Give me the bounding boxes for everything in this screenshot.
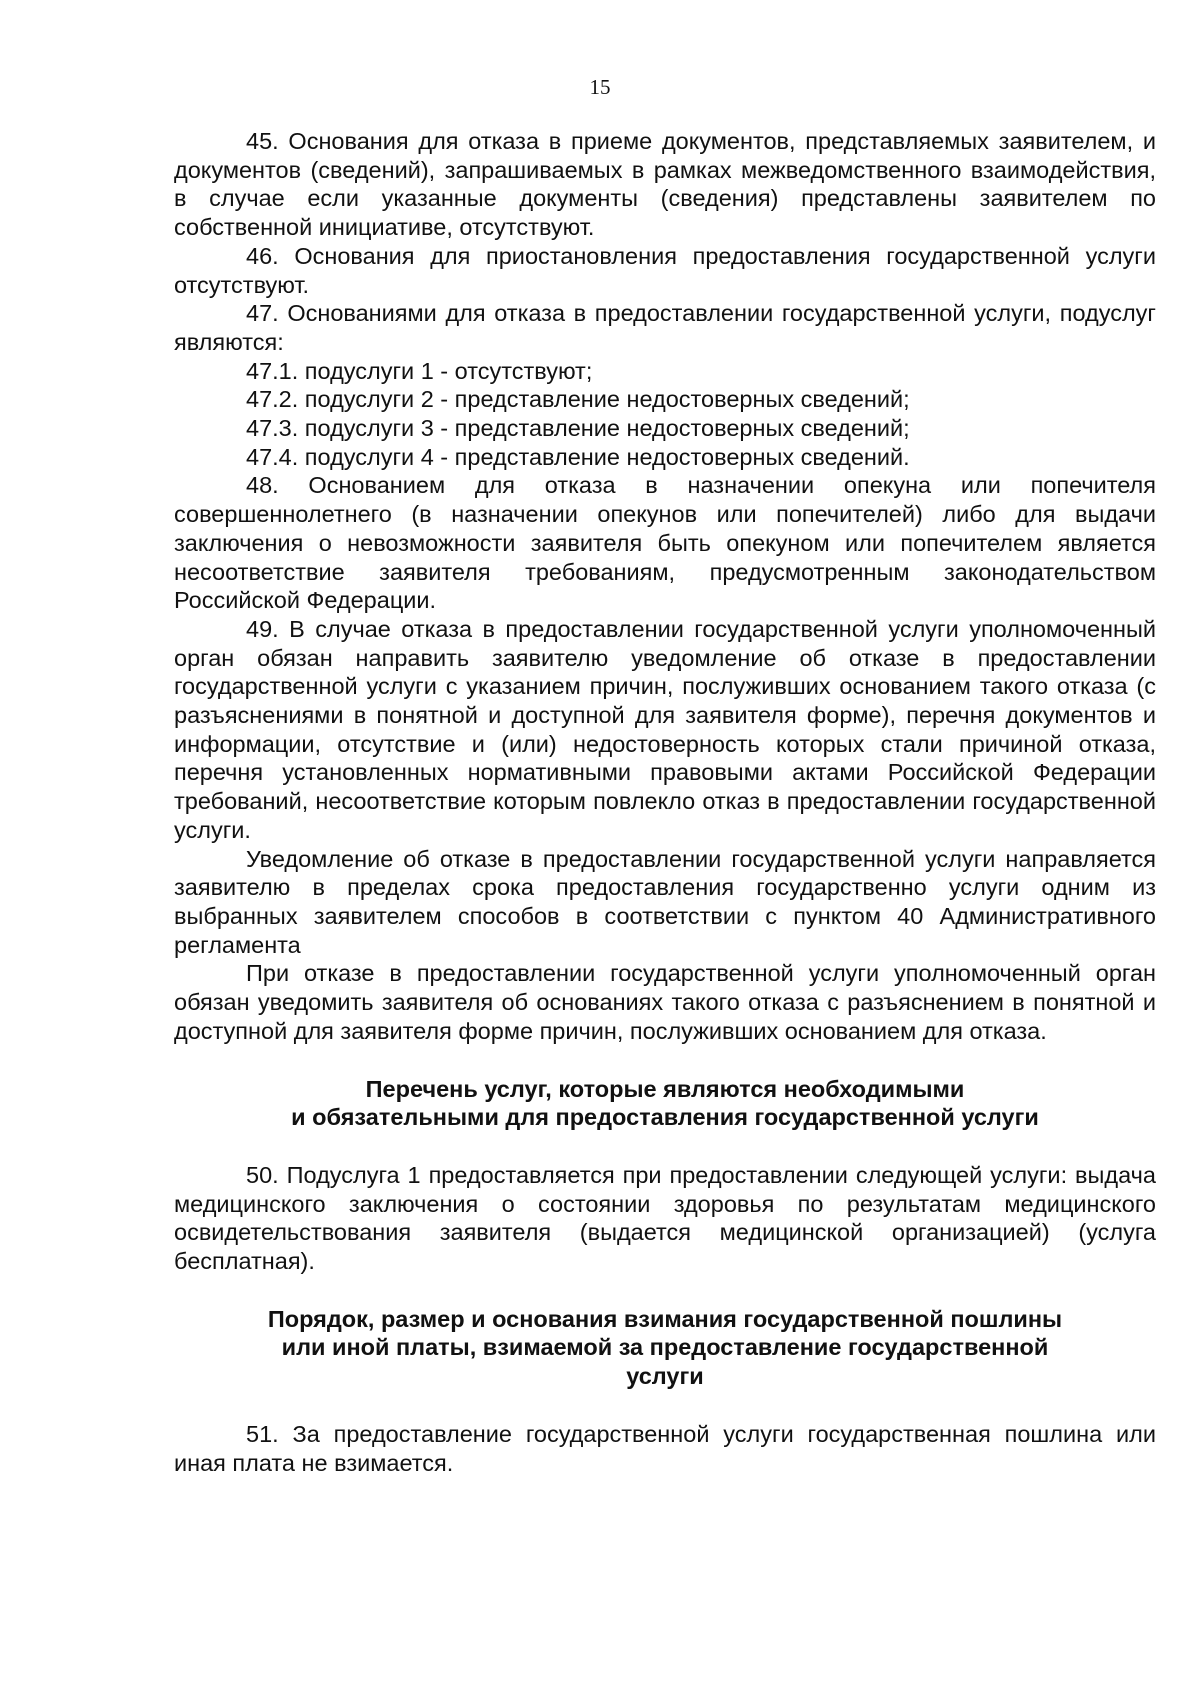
heading-line: Перечень услуг, которые являются необходимыми: [365, 1075, 965, 1102]
heading-line: и обязательными для предоставления государственной услуги: [291, 1104, 1039, 1131]
paragraph-45: 45. Основания для отказа в приеме документов, представляемых заявителем, и документов (сведений), запрашиваемых в рамках межведомственного взаимодействия, в случае если указанные документы (сведения) представлены заявителем по собственной инициативе, отсутствуют.: [174, 128, 1156, 241]
document-body: [174, 127, 1156, 1477]
list-item-47-4: 47.4. подуслуги 4 - представление недостоверных сведений.: [246, 443, 910, 470]
paragraph-47: 47. Основаниями для отказа в предоставлении государственной услуги, подуслуг являются:: [174, 300, 1156, 355]
paragraph-50: 50. Подуслуга 1 предоставляется при предоставлении следующей услуги: выдача медицинского заключения о состоянии здоровья по результатам медицинского освидетельствования заявителя (выдается медицинской организацией) (услуга бесплатная).: [174, 1161, 1156, 1275]
paragraph-49: 49. В случае отказа в предоставлении государственной услуги уполномоченный орган обязан направить заявителю уведомление об отказе в предоставлении государственной услуги с указанием причин, послуживших основанием такого отказа (с разъяснениями в понятной и доступной для заявителя форме), перечня документов и информации, отсутствие и (или) недостоверность которых стали причиной отказа, перечня установленных нормативными правовыми актами Российской Федерации требований, несоответствие которым повлекло отказ в предоставлении государственной услуги.: [174, 615, 1156, 843]
section-heading-state-fee: [174, 1305, 1156, 1391]
list-item-47-1: 47.1. подуслуги 1 - отсутствуют;: [246, 357, 593, 384]
paragraph-46: 46. Основания для приостановления предоставления государственной услуги отсутствуют.: [174, 242, 1156, 298]
list-item-47-2: 47.2. подуслуги 2 - представление недостоверных сведений;: [246, 386, 910, 413]
paragraph-51: 51. За предоставление государственной услуги государственная пошлина или иная плата не взимается.: [174, 1420, 1156, 1476]
paragraph-48: 48. Основанием для отказа в назначении опекуна или попечителя совершеннолетнего (в назначении опекунов или попечителей) либо для выдачи заключения о невозможности заявителя быть опекуном или попечителем является несоответствие заявителя требованиям, предусмотренным законодательством Российской Федерации.: [174, 472, 1156, 614]
paragraph-notification: Уведомление об отказе в предоставлении государственной услуги направляется заявителю в пределах срока предоставления государственно услуги одним из выбранных заявителем способов в соответствии с пунктом 40 Административного регламента: [174, 845, 1156, 958]
list-item-47-3: 47.3. подуслуги 3 - представление недостоверных сведений;: [246, 415, 910, 442]
page-number: 15: [589, 75, 611, 99]
section-heading-required-services: [174, 1075, 1156, 1132]
heading-line: Порядок, размер и основания взимания государственной пошлины: [267, 1305, 1063, 1332]
paragraph-refusal-notice: При отказе в предоставлении государственной услуги уполномоченный орган обязан уведомить заявителя об основаниях такого отказа с разъяснением в понятной и доступной для заявителя форме причин, послуживших основанием для отказа.: [174, 960, 1156, 1044]
heading-line: или иной платы, взимаемой за предоставление государственной: [281, 1334, 1049, 1361]
heading-line: услуги: [626, 1363, 704, 1390]
